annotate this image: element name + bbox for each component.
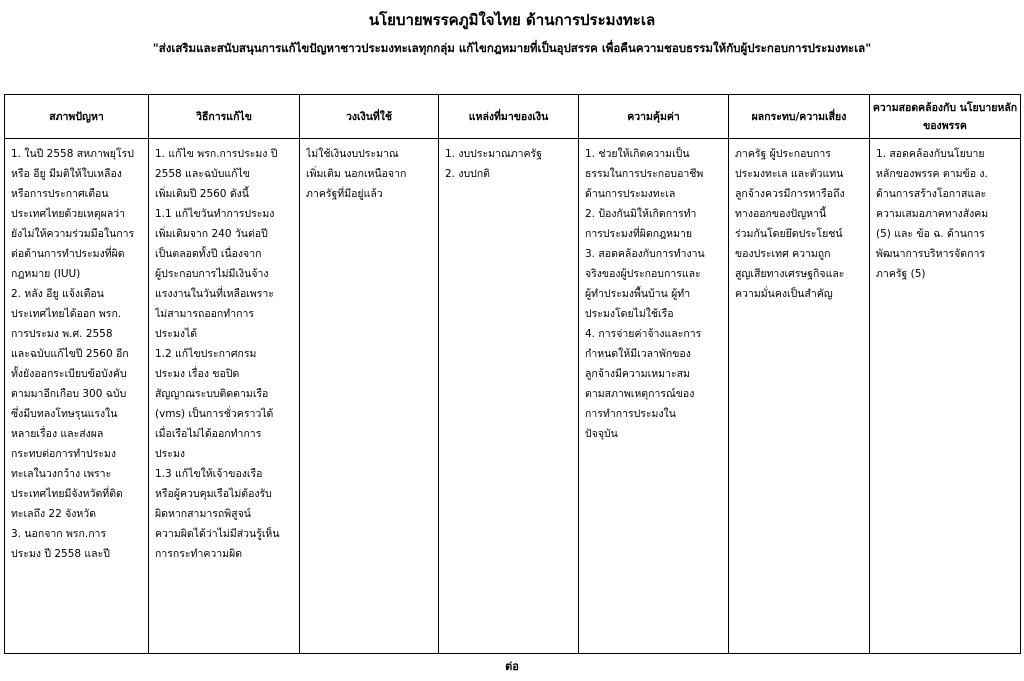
cell-line: 2. หลัง อียู แจ้งเตือน — [11, 288, 104, 300]
header-problem: สภาพปัญหา — [5, 95, 149, 139]
cell-line: ความมั่นคงเป็นสำคัญ — [735, 288, 833, 300]
cell-line: ประมงโดยไม่ใช้เรือ — [585, 308, 674, 320]
cell-line: เพิ่มเติม นอกเหนือจาก — [306, 168, 407, 180]
cell-line: ผิดหากสามารถพิสูจน์ — [155, 508, 251, 520]
cell-line: 1.1 แก้ไขวันทำการประมง — [155, 208, 275, 220]
cell-line: ทางออกของปัญหานี้ — [735, 208, 827, 220]
cell-line: ประเทศไทยมีจังหวัดที่ติด — [11, 488, 123, 500]
cell-line: หรือ อียู มีมติให้ใบเหลือง — [11, 168, 122, 180]
cell-line: 1. ในปี 2558 สหภาพยุโรป — [11, 148, 134, 160]
cell-policy-alignment — [870, 139, 1021, 654]
cell-line: ทะเลถึง 22 จังหวัด — [11, 508, 97, 520]
cell-line: หรือการประกาศเตือน — [11, 188, 109, 200]
cell-line: ผู้ทำประมงพื้นบ้าน ผู้ทำ — [585, 288, 691, 300]
cell-line: 1. แก้ไข พรก.การประมง ปี — [155, 148, 278, 160]
continued-label: ต่อ — [505, 660, 519, 673]
header-impact-risk: ผลกระทบ/ความเสี่ยง — [729, 95, 870, 139]
document-subtitle: "ส่งเสริมและสนับสนุนการแก้ไขปัญหาชาวประมงทะเลทุกกลุ่ม แก้ไขกฎหมายที่เป็นอุปสรรค เพื่อคืนความชอบธรรมให้กับผู้ประกอบการประมงทะเล" — [152, 41, 872, 55]
cell-line: และฉบับแก้ไขปี 2560 อีก — [11, 348, 129, 360]
cell-line: ปัจจุบัน — [585, 428, 618, 440]
header-solution: วิธีการแก้ไข — [149, 95, 300, 139]
cell-line: กฎหมาย (IUU) — [11, 268, 81, 280]
header-value: ความคุ้มค่า — [579, 95, 729, 139]
cell-line: การประมงที่ผิดกฎหมาย — [585, 228, 693, 240]
cell-solution — [149, 139, 300, 654]
cell-line: จริงของผู้ประกอบการและ — [585, 268, 701, 280]
document-title: นโยบายพรรคภูมิใจไทย ด้านการประมงทะเล — [368, 11, 656, 29]
cell-line: ภาครัฐ ผู้ประกอบการ — [735, 148, 831, 160]
cell-line: ประมงได้ — [155, 328, 198, 340]
cell-line: ทั้งยังออกระเบียบข้อบังคับ — [11, 368, 127, 380]
cell-line: 1. งบประมาณภาครัฐ — [445, 148, 542, 160]
cell-line: หลายเรื่อง และส่งผล — [11, 428, 104, 440]
cell-line: ประมง — [155, 448, 185, 460]
cell-line: (vms) เป็นการชั่วคราวได้ — [155, 408, 274, 420]
cell-line: ด้านการสร้างโอกาสและ — [876, 188, 987, 200]
cell-impact-risk — [729, 139, 870, 654]
cell-line: หลักของพรรค ตามข้อ ง. — [876, 168, 988, 180]
cell-line: ตามสภาพเหตุการณ์ของ — [585, 388, 695, 400]
cell-line: ด้านการประมงทะเล — [585, 188, 676, 200]
cell-line: ร่วมกันโดยยึดประโยชน์ — [735, 228, 843, 240]
cell-line: สัญญาณระบบติดตามเรือ — [155, 388, 269, 400]
cell-line: ลูกจ้างมีความเหมาะสม — [585, 368, 690, 380]
cell-line: 3. สอดคล้องกับการทำงาน — [585, 248, 705, 260]
cell-line: 2558 และฉบับแก้ไข — [155, 168, 250, 180]
cell-line: 1. ช่วยให้เกิดความเป็น — [585, 148, 690, 160]
cell-line: (5) และ ข้อ ฉ. ด้านการ — [876, 228, 985, 240]
cell-line: การทำการประมงใน — [585, 408, 676, 420]
cell-line: เมื่อเรือไม่ได้ออกทำการ — [155, 428, 262, 440]
cell-line: ไม่สามารถออกทำการ — [155, 308, 255, 320]
cell-line: แรงงานในวันที่เหลือเพราะ — [155, 288, 274, 300]
cell-line: ซึ่งมีบทลงโทษรุนแรงใน — [11, 408, 118, 420]
cell-line: 3. นอกจาก พรก.การ — [11, 528, 107, 540]
cell-line: การประมง พ.ศ. 2558 — [11, 328, 113, 340]
cell-line: 1. สอดคล้องกับนโยบาย — [876, 148, 985, 160]
cell-line: ตามมาอีกเกือบ 300 ฉบับ — [11, 388, 127, 400]
cell-line: ของประเทศ ความถูก — [735, 248, 831, 260]
cell-line: 2. งบปกติ — [445, 168, 490, 180]
cell-line: 1.2 แก้ไขประกาศกรม — [155, 348, 257, 360]
cell-line: ความผิดได้ว่าไม่มีส่วนรู้เห็น — [155, 528, 280, 540]
table-row — [5, 139, 1021, 654]
header-funding-source: แหล่งที่มาของเงิน — [439, 95, 579, 139]
cell-line: ประเทศไทยได้ออก พรก. — [11, 308, 122, 320]
cell-line: ผู้ประกอบการไม่มีเงินจ้าง — [155, 268, 269, 280]
cell-funding-source — [439, 139, 579, 654]
cell-value — [579, 139, 729, 654]
cell-line: ธรรมในการประกอบอาชีพ — [585, 168, 704, 180]
policy-table — [4, 94, 1021, 654]
table-header-row — [5, 95, 1021, 139]
cell-line: เพิ่มเติมจาก 240 วันต่อปี — [155, 228, 268, 240]
cell-line: เพิ่มเติมปี 2560 ดังนี้ — [155, 188, 249, 200]
cell-line: สูญเสียทางเศรษฐกิจและ — [735, 268, 845, 280]
cell-line: 4. การจ่ายค่าจ้างและการ — [585, 328, 702, 340]
cell-line: ประเทศไทยด้วยเหตุผลว่า — [11, 208, 126, 220]
cell-line: ไม่ใช้เงินงบประมาณ — [306, 148, 399, 160]
cell-line: ประมงทะเล และตัวแทน — [735, 168, 844, 180]
cell-line: เป็นตลอดทั้งปี เนื่องจาก — [155, 248, 262, 260]
header-budget: วงเงินที่ใช้ — [300, 95, 439, 139]
cell-line: ภาครัฐ (5) — [876, 268, 926, 280]
cell-line: กำหนดให้มีเวลาพักของ — [585, 348, 691, 360]
cell-line: ทะเลในวงกว้าง เพราะ — [11, 468, 112, 480]
cell-line: พัฒนาการบริหารจัดการ — [876, 248, 985, 260]
cell-line: ประมง ปี 2558 และปี — [11, 548, 110, 560]
header-policy-alignment: ความสอดคล้องกับ นโยบายหลักของพรรค — [870, 95, 1021, 139]
cell-line: ประมง เรื่อง ขอปิด — [155, 368, 240, 380]
cell-line: หรือผู้ควบคุมเรือไม่ต้องรับ — [155, 488, 272, 500]
cell-line: การกระทำความผิด — [155, 548, 243, 560]
cell-line: ต่อต้านการทำประมงที่ผิด — [11, 248, 125, 260]
cell-line: ยังไม่ให้ความร่วมมือในการ — [11, 228, 135, 240]
cell-line: ความเสมอภาคทางสังคม — [876, 208, 989, 220]
cell-line: ลูกจ้างควรมีการหารือถึง — [735, 188, 845, 200]
cell-line: กระทบต่อการทำประมง — [11, 448, 117, 460]
cell-line: ภาครัฐที่มีอยู่แล้ว — [306, 188, 383, 200]
cell-line: 1.3 แก้ไขให้เจ้าของเรือ — [155, 468, 263, 480]
cell-line: 2. ป้องกันมิให้เกิดการทำ — [585, 208, 697, 220]
cell-problem — [5, 139, 149, 654]
cell-budget — [300, 139, 439, 654]
